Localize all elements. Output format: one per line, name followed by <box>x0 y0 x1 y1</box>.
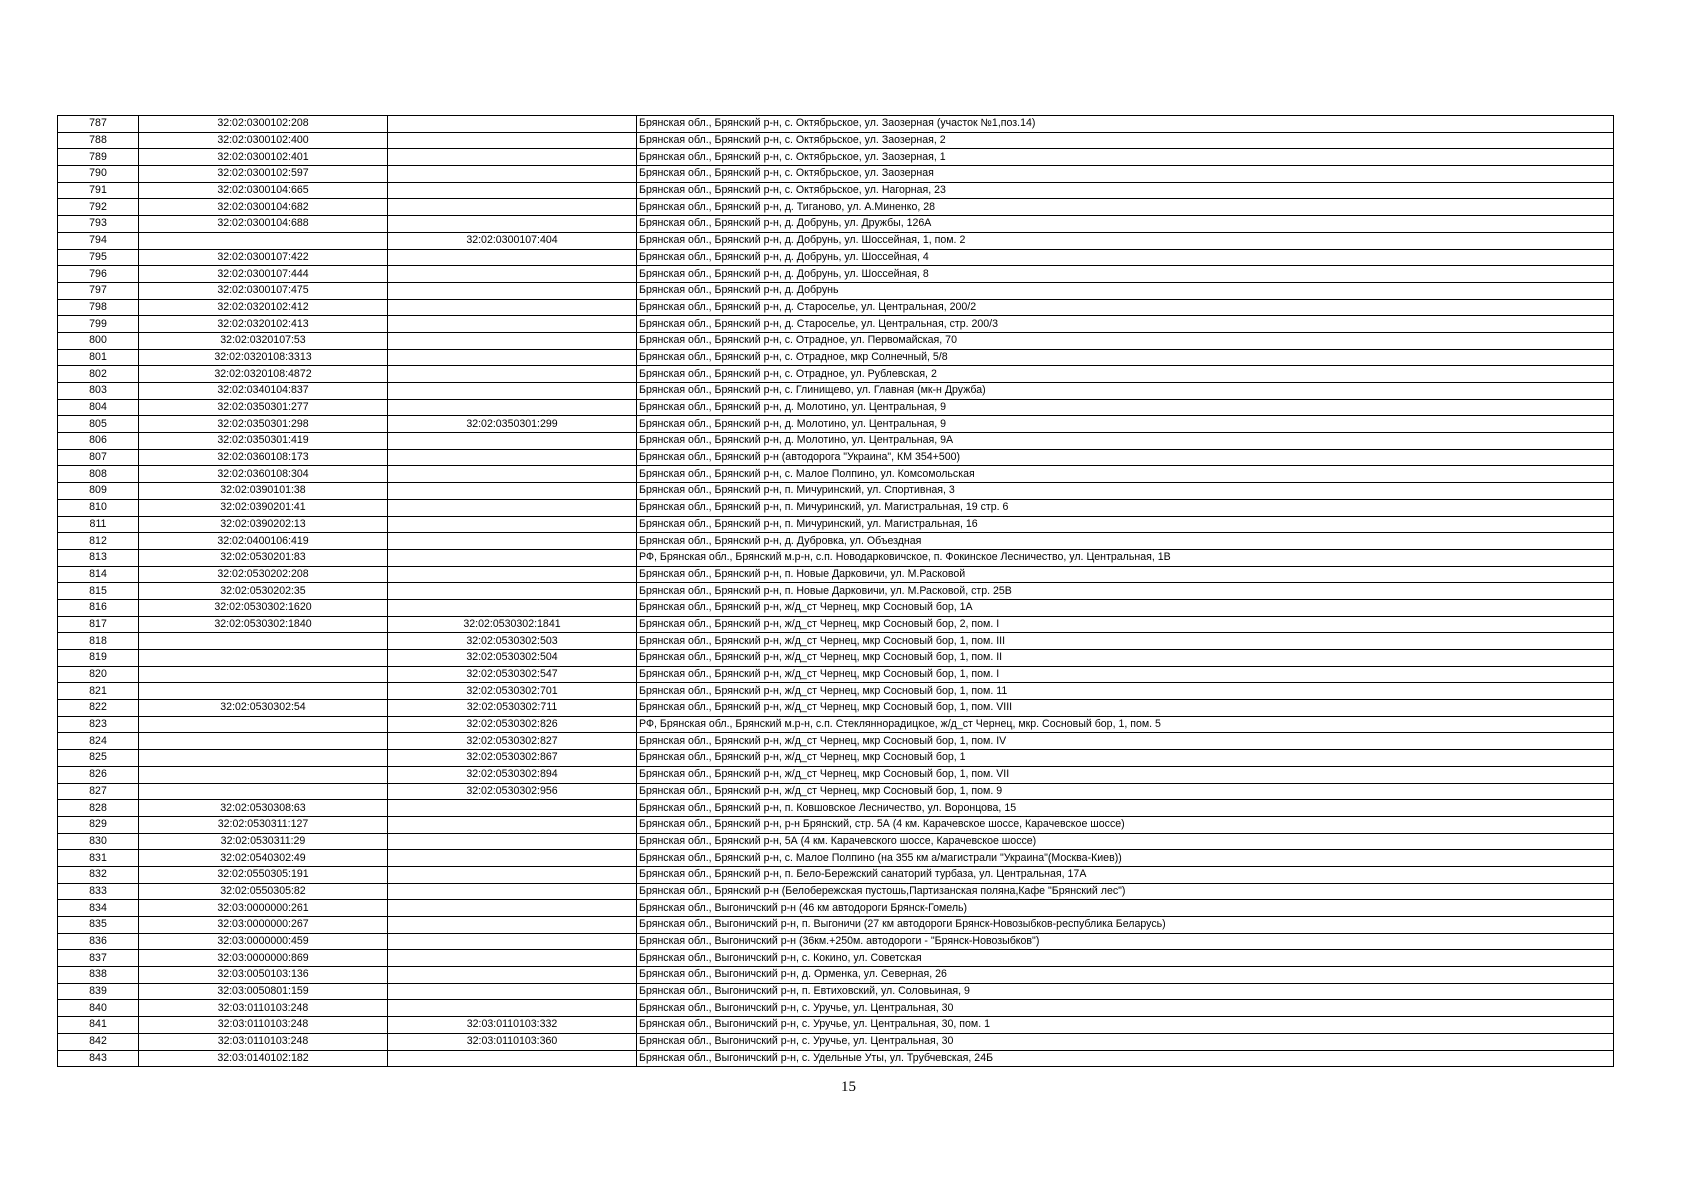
object-number-cell <box>388 967 637 984</box>
table-row <box>58 833 1614 850</box>
object-number-cell: 32:02:0530302:701 <box>388 683 637 700</box>
table-row <box>58 299 1614 316</box>
address-cell: Брянская обл., Брянский р-н (Белобережская пустошь,Партизанская поляна,Кафе "Брянский лес") <box>637 883 1614 900</box>
cadastral-number-cell: 32:02:0530302:1620 <box>139 599 388 616</box>
row-number-cell: 794 <box>58 232 139 249</box>
address-cell: Брянская обл., Выгоничский р-н, с. Уручье, ул. Центральная, 30 <box>637 1000 1614 1017</box>
table-row <box>58 416 1614 433</box>
cadastral-number-cell: 32:03:0140102:182 <box>139 1050 388 1067</box>
table-row <box>58 816 1614 833</box>
table-row <box>58 983 1614 1000</box>
row-number-cell: 807 <box>58 449 139 466</box>
cadastral-number-cell: 32:02:0530311:127 <box>139 816 388 833</box>
cadastral-number-cell <box>139 783 388 800</box>
object-number-cell <box>388 249 637 266</box>
address-cell: РФ, Брянская обл., Брянский м.р-н, с.п. Стекляннорадицкое, ж/д_ст Чернец, мкр. Сосновый бор, 1, пом. 5 <box>637 716 1614 733</box>
object-number-cell <box>388 800 637 817</box>
row-number-cell: 819 <box>58 650 139 667</box>
object-number-cell <box>388 850 637 867</box>
address-cell: Брянская обл., Брянский р-н, с. Малое Полпино (на 355 км а/магистрали "Украина"(Москва-Киев)) <box>637 850 1614 867</box>
address-cell: Брянская обл., Брянский р-н, с. Октябрьское, ул. Нагорная, 23 <box>637 182 1614 199</box>
cadastral-number-cell: 32:02:0530302:1840 <box>139 616 388 633</box>
cadastral-number-cell: 32:02:0390202:13 <box>139 516 388 533</box>
table-row <box>58 566 1614 583</box>
table-row <box>58 683 1614 700</box>
row-number-cell: 825 <box>58 750 139 767</box>
object-number-cell <box>388 950 637 967</box>
object-number-cell <box>388 933 637 950</box>
address-cell: Брянская обл., Брянский р-н, п. Новые Дарковичи, ул. М.Расковой, стр. 25В <box>637 583 1614 600</box>
address-cell: Брянская обл., Брянский р-н, с. Отрадное, ул. Рублевская, 2 <box>637 366 1614 383</box>
table-row <box>58 383 1614 400</box>
object-number-cell <box>388 349 637 366</box>
row-number-cell: 802 <box>58 366 139 383</box>
row-number-cell: 816 <box>58 599 139 616</box>
object-number-cell <box>388 383 637 400</box>
row-number-cell: 796 <box>58 266 139 283</box>
object-number-cell <box>388 566 637 583</box>
object-number-cell: 32:02:0530302:867 <box>388 750 637 767</box>
page-number: 15 <box>841 1079 856 1095</box>
address-cell: Брянская обл., Выгоничский р-н, с. Уручье, ул. Центральная, 30 <box>637 1033 1614 1050</box>
table-row <box>58 282 1614 299</box>
row-number-cell: 822 <box>58 700 139 717</box>
row-number-cell: 838 <box>58 967 139 984</box>
address-cell: Брянская обл., Выгоничский р-н, п. Выгоничи (27 км автодороги Брянск-Новозыбков-республика Беларусь) <box>637 917 1614 934</box>
row-number-cell: 817 <box>58 616 139 633</box>
object-number-cell <box>388 182 637 199</box>
cadastral-number-cell <box>139 650 388 667</box>
row-number-cell: 806 <box>58 433 139 450</box>
table-row <box>58 666 1614 683</box>
address-cell: Брянская обл., Брянский р-н, д. Дубровка, ул. Объездная <box>637 533 1614 550</box>
address-cell: Брянская обл., Брянский р-н, ж/д_ст Чернец, мкр Сосновый бор, 1 <box>637 750 1614 767</box>
table-row <box>58 533 1614 550</box>
object-number-cell: 32:02:0530302:547 <box>388 666 637 683</box>
address-cell: Брянская обл., Выгоничский р-н, с. Кокино, ул. Советская <box>637 950 1614 967</box>
object-number-cell <box>388 466 637 483</box>
object-number-cell: 32:03:0110103:332 <box>388 1017 637 1034</box>
cadastral-number-cell: 32:02:0530201:83 <box>139 549 388 566</box>
address-cell: Брянская обл., Брянский р-н, р-н Брянский, стр. 5А (4 км. Карачевское шоссе, Карачевское шоссе) <box>637 816 1614 833</box>
address-cell: Брянская обл., Брянский р-н, ж/д_ст Чернец, мкр Сосновый бор, 2, пом. I <box>637 616 1614 633</box>
cadastral-number-cell: 32:03:0050103:136 <box>139 967 388 984</box>
object-number-cell: 32:02:0530302:1841 <box>388 616 637 633</box>
row-number-cell: 843 <box>58 1050 139 1067</box>
object-number-cell <box>388 399 637 416</box>
row-number-cell: 837 <box>58 950 139 967</box>
row-number-cell: 804 <box>58 399 139 416</box>
address-cell: Брянская обл., Брянский р-н, ж/д_ст Чернец, мкр Сосновый бор, 1, пом. 11 <box>637 683 1614 700</box>
row-number-cell: 803 <box>58 383 139 400</box>
table-row <box>58 1033 1614 1050</box>
table-row <box>58 933 1614 950</box>
cadastral-number-cell: 32:02:0350301:298 <box>139 416 388 433</box>
address-cell: Брянская обл., Брянский р-н, с. Отрадное, ул. Первомайская, 70 <box>637 332 1614 349</box>
address-cell: Брянская обл., Брянский р-н, ж/д_ст Чернец, мкр Сосновый бор, 1, пом. III <box>637 633 1614 650</box>
object-number-cell: 32:02:0300107:404 <box>388 232 637 249</box>
object-number-cell <box>388 883 637 900</box>
table-row <box>58 733 1614 750</box>
cadastral-number-cell: 32:02:0300102:597 <box>139 166 388 183</box>
object-number-cell <box>388 166 637 183</box>
table-row <box>58 433 1614 450</box>
object-number-cell <box>388 366 637 383</box>
row-number-cell: 829 <box>58 816 139 833</box>
row-number-cell: 800 <box>58 332 139 349</box>
object-number-cell: 32:02:0530302:711 <box>388 700 637 717</box>
row-number-cell: 834 <box>58 900 139 917</box>
table-row <box>58 1050 1614 1067</box>
row-number-cell: 805 <box>58 416 139 433</box>
table-row <box>58 116 1614 133</box>
address-cell: Брянская обл., Брянский р-н, ж/д_ст Чернец, мкр Сосновый бор, 1, пом. II <box>637 650 1614 667</box>
cadastral-number-cell: 32:02:0300107:444 <box>139 266 388 283</box>
object-number-cell <box>388 833 637 850</box>
address-cell: РФ, Брянская обл., Брянский м.р-н, с.п. Новодарковичское, п. Фокинское Лесничество, ул. Центральная, 1В <box>637 549 1614 566</box>
table-row <box>58 616 1614 633</box>
row-number-cell: 840 <box>58 1000 139 1017</box>
object-number-cell <box>388 116 637 133</box>
cadastral-number-cell: 32:02:0390201:41 <box>139 499 388 516</box>
address-cell: Брянская обл., Выгоничский р-н (36км.+250м. автодороги - "Брянск-Новозыбков") <box>637 933 1614 950</box>
row-number-cell: 811 <box>58 516 139 533</box>
cadastral-number-cell <box>139 232 388 249</box>
table-row <box>58 1017 1614 1034</box>
row-number-cell: 823 <box>58 716 139 733</box>
row-number-cell: 812 <box>58 533 139 550</box>
address-cell: Брянская обл., Брянский р-н, п. Мичуринский, ул. Магистральная, 19 стр. 6 <box>637 499 1614 516</box>
table-row <box>58 750 1614 767</box>
row-number-cell: 791 <box>58 182 139 199</box>
object-number-cell <box>388 866 637 883</box>
row-number-cell: 830 <box>58 833 139 850</box>
cadastral-number-cell: 32:02:0400106:419 <box>139 533 388 550</box>
cadastral-number-cell: 32:03:0110103:248 <box>139 1033 388 1050</box>
address-cell: Брянская обл., Брянский р-н, с. Малое Полпино, ул. Комсомольская <box>637 466 1614 483</box>
table-row <box>58 249 1614 266</box>
row-number-cell: 795 <box>58 249 139 266</box>
table-row <box>58 633 1614 650</box>
object-number-cell: 32:02:0530302:504 <box>388 650 637 667</box>
object-number-cell <box>388 1000 637 1017</box>
object-number-cell <box>388 266 637 283</box>
cadastral-number-cell: 32:03:0110103:248 <box>139 1017 388 1034</box>
cadastral-number-cell: 32:02:0300104:682 <box>139 199 388 216</box>
row-number-cell: 797 <box>58 282 139 299</box>
address-cell: Брянская обл., Брянский р-н, с. Отрадное, мкр Солнечный, 5/8 <box>637 349 1614 366</box>
table-row <box>58 766 1614 783</box>
table-row <box>58 900 1614 917</box>
row-number-cell: 818 <box>58 633 139 650</box>
row-number-cell: 820 <box>58 666 139 683</box>
table-row <box>58 399 1614 416</box>
row-number-cell: 827 <box>58 783 139 800</box>
cadastral-number-cell: 32:02:0530202:35 <box>139 583 388 600</box>
table-row <box>58 366 1614 383</box>
address-cell: Брянская обл., Брянский р-н, п. Бело-Бережский санаторий турбаза, ул. Центральная, 17А <box>637 866 1614 883</box>
table-row <box>58 132 1614 149</box>
object-number-cell: 32:02:0530302:503 <box>388 633 637 650</box>
address-cell: Брянская обл., Брянский р-н (автодорога "Украина", КМ 354+500) <box>637 449 1614 466</box>
table-row <box>58 549 1614 566</box>
object-number-cell: 32:02:0530302:956 <box>388 783 637 800</box>
cadastral-number-cell: 32:02:0340104:837 <box>139 383 388 400</box>
table-row <box>58 149 1614 166</box>
row-number-cell: 826 <box>58 766 139 783</box>
address-cell: Брянская обл., Выгоничский р-н (46 км автодороги Брянск-Гомель) <box>637 900 1614 917</box>
object-number-cell <box>388 149 637 166</box>
table-row <box>58 883 1614 900</box>
address-cell: Брянская обл., Брянский р-н, п. Ковшовское Лесничество, ул. Воронцова, 15 <box>637 800 1614 817</box>
address-cell: Брянская обл., Брянский р-н, д. Добрунь, ул. Шоссейная, 1, пом. 2 <box>637 232 1614 249</box>
cadastral-number-cell: 32:02:0550305:82 <box>139 883 388 900</box>
cadastral-number-cell: 32:02:0350301:277 <box>139 399 388 416</box>
table-row <box>58 583 1614 600</box>
row-number-cell: 790 <box>58 166 139 183</box>
table-row <box>58 266 1614 283</box>
row-number-cell: 815 <box>58 583 139 600</box>
cadastral-number-cell <box>139 633 388 650</box>
row-number-cell: 808 <box>58 466 139 483</box>
address-cell: Брянская обл., Выгоничский р-н, п. Евтиховский, ул. Соловьиная, 9 <box>637 983 1614 1000</box>
object-number-cell: 32:02:0530302:894 <box>388 766 637 783</box>
cadastral-number-cell: 32:02:0300102:401 <box>139 149 388 166</box>
cadastral-number-cell <box>139 716 388 733</box>
object-number-cell <box>388 449 637 466</box>
address-cell: Брянская обл., Выгоничский р-н, д. Орменка, ул. Северная, 26 <box>637 967 1614 984</box>
row-number-cell: 832 <box>58 866 139 883</box>
object-number-cell <box>388 533 637 550</box>
object-number-cell <box>388 516 637 533</box>
address-cell: Брянская обл., Брянский р-н, ж/д_ст Чернец, мкр Сосновый бор, 1, пом. 9 <box>637 783 1614 800</box>
row-number-cell: 821 <box>58 683 139 700</box>
registry-table <box>57 115 1614 1067</box>
table-row <box>58 483 1614 500</box>
table-row <box>58 349 1614 366</box>
table-row <box>58 216 1614 233</box>
cadastral-number-cell: 32:02:0300102:400 <box>139 132 388 149</box>
row-number-cell: 831 <box>58 850 139 867</box>
cadastral-number-cell: 32:02:0320102:413 <box>139 316 388 333</box>
table-row <box>58 232 1614 249</box>
object-number-cell <box>388 332 637 349</box>
row-number-cell: 814 <box>58 566 139 583</box>
row-number-cell: 824 <box>58 733 139 750</box>
cadastral-number-cell: 32:03:0000000:261 <box>139 900 388 917</box>
table-row <box>58 800 1614 817</box>
object-number-cell: 32:02:0350301:299 <box>388 416 637 433</box>
table-row <box>58 466 1614 483</box>
table-row <box>58 716 1614 733</box>
address-cell: Брянская обл., Брянский р-н, д. Добрунь, ул. Шоссейная, 8 <box>637 266 1614 283</box>
object-number-cell <box>388 433 637 450</box>
address-cell: Брянская обл., Брянский р-н, д. Староселье, ул. Центральная, стр. 200/3 <box>637 316 1614 333</box>
row-number-cell: 789 <box>58 149 139 166</box>
address-cell: Брянская обл., Выгоничский р-н, с. Уручье, ул. Центральная, 30, пом. 1 <box>637 1017 1614 1034</box>
table-row <box>58 1000 1614 1017</box>
row-number-cell: 799 <box>58 316 139 333</box>
address-cell: Брянская обл., Брянский р-н, с. Октябрьское, ул. Заозерная <box>637 166 1614 183</box>
address-cell: Брянская обл., Брянский р-н, д. Добрунь, ул. Дружбы, 126А <box>637 216 1614 233</box>
address-cell: Брянская обл., Брянский р-н, с. Октябрьское, ул. Заозерная, 1 <box>637 149 1614 166</box>
address-cell: Брянская обл., Брянский р-н, ж/д_ст Чернец, мкр Сосновый бор, 1, пом. VII <box>637 766 1614 783</box>
object-number-cell <box>388 1050 637 1067</box>
cadastral-number-cell: 32:02:0320107:53 <box>139 332 388 349</box>
row-number-cell: 798 <box>58 299 139 316</box>
object-number-cell <box>388 132 637 149</box>
table-row <box>58 332 1614 349</box>
table-row <box>58 850 1614 867</box>
object-number-cell <box>388 216 637 233</box>
cadastral-number-cell: 32:02:0320108:3313 <box>139 349 388 366</box>
cadastral-number-cell <box>139 766 388 783</box>
table-row <box>58 499 1614 516</box>
address-cell: Брянская обл., Брянский р-н, 5А (4 км. Карачевского шоссе, Карачевское шоссе) <box>637 833 1614 850</box>
cadastral-number-cell: 32:02:0530302:54 <box>139 700 388 717</box>
table-row <box>58 650 1614 667</box>
table-row <box>58 316 1614 333</box>
address-cell: Брянская обл., Брянский р-н, с. Октябрьское, ул. Заозерная (участок №1,поз.14) <box>637 116 1614 133</box>
cadastral-number-cell: 32:02:0300104:665 <box>139 182 388 199</box>
cadastral-number-cell: 32:02:0320102:412 <box>139 299 388 316</box>
object-number-cell <box>388 199 637 216</box>
cadastral-number-cell: 32:02:0550305:191 <box>139 866 388 883</box>
table-row <box>58 449 1614 466</box>
table-row <box>58 599 1614 616</box>
row-number-cell: 788 <box>58 132 139 149</box>
object-number-cell <box>388 282 637 299</box>
cadastral-number-cell: 32:02:0390101:38 <box>139 483 388 500</box>
table-row <box>58 182 1614 199</box>
row-number-cell: 792 <box>58 199 139 216</box>
row-number-cell: 833 <box>58 883 139 900</box>
row-number-cell: 809 <box>58 483 139 500</box>
cadastral-number-cell: 32:02:0300107:475 <box>139 282 388 299</box>
row-number-cell: 842 <box>58 1033 139 1050</box>
object-number-cell <box>388 316 637 333</box>
address-cell: Брянская обл., Выгоничский р-н, с. Удельные Уты, ул. Трубчевская, 24Б <box>637 1050 1614 1067</box>
address-cell: Брянская обл., Брянский р-н, п. Мичуринский, ул. Спортивная, 3 <box>637 483 1614 500</box>
cadastral-number-cell: 32:02:0360108:304 <box>139 466 388 483</box>
cadastral-number-cell <box>139 733 388 750</box>
cadastral-number-cell: 32:03:0000000:459 <box>139 933 388 950</box>
address-cell: Брянская обл., Брянский р-н, д. Добрунь, ул. Шоссейная, 4 <box>637 249 1614 266</box>
table-row <box>58 783 1614 800</box>
object-number-cell <box>388 900 637 917</box>
table-row <box>58 166 1614 183</box>
row-number-cell: 813 <box>58 549 139 566</box>
object-number-cell <box>388 599 637 616</box>
address-cell: Брянская обл., Брянский р-н, ж/д_ст Чернец, мкр Сосновый бор, 1, пом. VIII <box>637 700 1614 717</box>
cadastral-number-cell <box>139 750 388 767</box>
address-cell: Брянская обл., Брянский р-н, д. Добрунь <box>637 282 1614 299</box>
table-row <box>58 917 1614 934</box>
cadastral-number-cell: 32:02:0300102:208 <box>139 116 388 133</box>
cadastral-number-cell: 32:03:0000000:267 <box>139 917 388 934</box>
cadastral-number-cell: 32:03:0050801:159 <box>139 983 388 1000</box>
row-number-cell: 836 <box>58 933 139 950</box>
table-row <box>58 967 1614 984</box>
row-number-cell: 839 <box>58 983 139 1000</box>
table-row <box>58 950 1614 967</box>
row-number-cell: 793 <box>58 216 139 233</box>
object-number-cell <box>388 299 637 316</box>
cadastral-number-cell: 32:02:0300107:422 <box>139 249 388 266</box>
table-row <box>58 199 1614 216</box>
address-cell: Брянская обл., Брянский р-н, д. Молотино, ул. Центральная, 9 <box>637 399 1614 416</box>
object-number-cell <box>388 583 637 600</box>
cadastral-number-cell: 32:02:0530308:63 <box>139 800 388 817</box>
object-number-cell <box>388 917 637 934</box>
address-cell: Брянская обл., Брянский р-н, п. Мичуринский, ул. Магистральная, 16 <box>637 516 1614 533</box>
table-row <box>58 516 1614 533</box>
cadastral-number-cell <box>139 683 388 700</box>
row-number-cell: 801 <box>58 349 139 366</box>
cadastral-number-cell: 32:02:0350301:419 <box>139 433 388 450</box>
row-number-cell: 835 <box>58 917 139 934</box>
address-cell: Брянская обл., Брянский р-н, д. Староселье, ул. Центральная, 200/2 <box>637 299 1614 316</box>
cadastral-number-cell: 32:02:0540302:49 <box>139 850 388 867</box>
address-cell: Брянская обл., Брянский р-н, ж/д_ст Чернец, мкр Сосновый бор, 1, пом. I <box>637 666 1614 683</box>
address-cell: Брянская обл., Брянский р-н, д. Молотино, ул. Центральная, 9 <box>637 416 1614 433</box>
cadastral-number-cell: 32:02:0530202:208 <box>139 566 388 583</box>
object-number-cell: 32:02:0530302:827 <box>388 733 637 750</box>
cadastral-number-cell: 32:02:0530311:29 <box>139 833 388 850</box>
table-row <box>58 700 1614 717</box>
object-number-cell: 32:03:0110103:360 <box>388 1033 637 1050</box>
cadastral-number-cell: 32:02:0360108:173 <box>139 449 388 466</box>
address-cell: Брянская обл., Брянский р-н, д. Тиганово, ул. А.Миненко, 28 <box>637 199 1614 216</box>
address-cell: Брянская обл., Брянский р-н, с. Глинищево, ул. Главная (мк-н Дружба) <box>637 383 1614 400</box>
object-number-cell <box>388 483 637 500</box>
object-number-cell <box>388 816 637 833</box>
row-number-cell: 828 <box>58 800 139 817</box>
object-number-cell <box>388 983 637 1000</box>
address-cell: Брянская обл., Брянский р-н, д. Молотино, ул. Центральная, 9А <box>637 433 1614 450</box>
cadastral-number-cell: 32:03:0000000:869 <box>139 950 388 967</box>
cadastral-number-cell: 32:02:0320108:4872 <box>139 366 388 383</box>
address-cell: Брянская обл., Брянский р-н, п. Новые Дарковичи, ул. М.Расковой <box>637 566 1614 583</box>
row-number-cell: 810 <box>58 499 139 516</box>
registry-table-body <box>58 116 1614 1067</box>
cadastral-number-cell <box>139 666 388 683</box>
cadastral-number-cell: 32:02:0300104:688 <box>139 216 388 233</box>
table-row <box>58 866 1614 883</box>
address-cell: Брянская обл., Брянский р-н, ж/д_ст Чернец, мкр Сосновый бор, 1, пом. IV <box>637 733 1614 750</box>
object-number-cell <box>388 549 637 566</box>
address-cell: Брянская обл., Брянский р-н, с. Октябрьское, ул. Заозерная, 2 <box>637 132 1614 149</box>
address-cell: Брянская обл., Брянский р-н, ж/д_ст Чернец, мкр Сосновый бор, 1А <box>637 599 1614 616</box>
cadastral-number-cell: 32:03:0110103:248 <box>139 1000 388 1017</box>
row-number-cell: 787 <box>58 116 139 133</box>
object-number-cell <box>388 499 637 516</box>
row-number-cell: 841 <box>58 1017 139 1034</box>
object-number-cell: 32:02:0530302:826 <box>388 716 637 733</box>
